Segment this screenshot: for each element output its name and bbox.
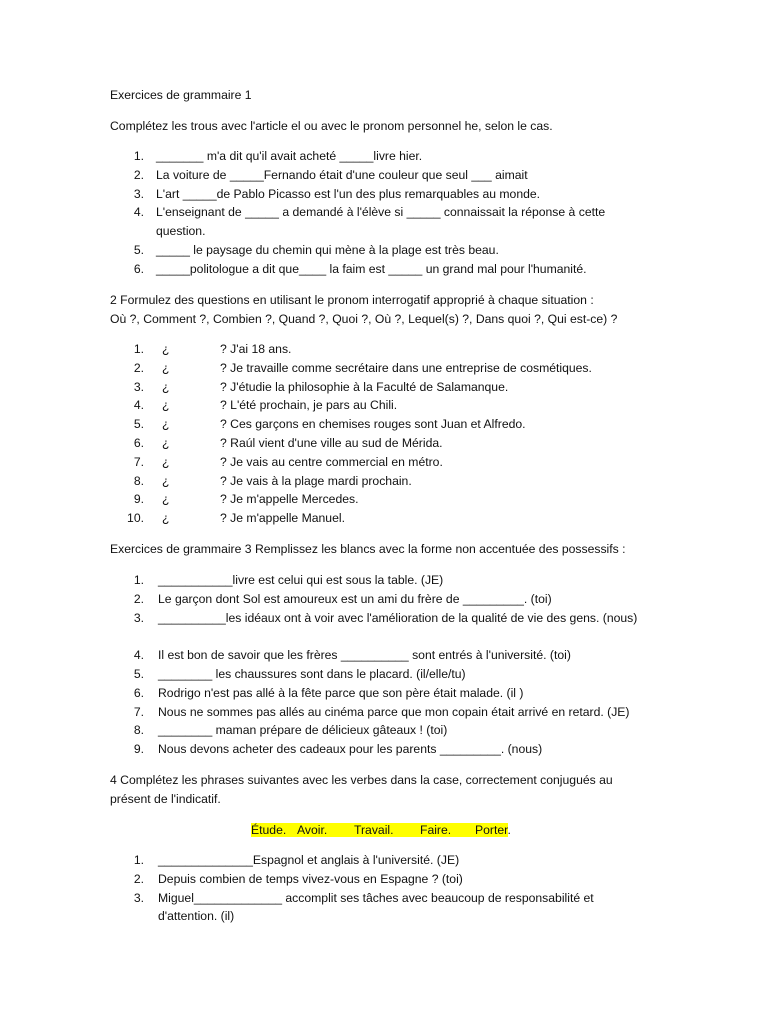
list-item: 8. ________ maman prépare de délicieux gâteaux ! (toi) <box>0 721 768 740</box>
exercise3-instruction: Exercices de grammaire 3 Remplissez les blancs avec la forme non accentuée des possessifs : <box>110 542 626 556</box>
exercise1-list <box>0 147 768 279</box>
verb-box <box>251 821 511 839</box>
list-item: 2. La voiture de _____Fernando était d'une couleur que seul ___ aimait <box>0 166 768 185</box>
exercise4-list <box>0 851 768 926</box>
exercise2-instruction-line2: Où ?, Comment ?, Combien ?, Quand ?, Quoi ?, Où ?, Lequel(s) ?, Dans quoi ?, Qui est-ce) ? <box>110 312 618 326</box>
item-text: ? Raúl vient d'une ville au sud de Mérida. <box>220 435 443 450</box>
list-item: 5. ________ les chaussures sont dans le placard. (il/elle/tu) <box>0 665 768 684</box>
item-text: La voiture de _____Fernando était d'une couleur que seul ___ aimait <box>156 167 528 182</box>
list-item: 3. ¿ ? J'étudie la philosophie à la Faculté de Salamanque. <box>0 378 768 397</box>
inverted-question-mark: ¿ <box>162 435 170 450</box>
list-item: 1. ___________livre est celui qui est sous la table. (JE) <box>0 571 768 590</box>
inverted-question-mark: ¿ <box>162 342 170 356</box>
item-text: ? Je travaille comme secrétaire dans une entreprise de cosmétiques. <box>220 360 592 375</box>
verb-highlight <box>251 823 508 837</box>
item-text: _____ le paysage du chemin qui mène à la plage est très beau. <box>156 242 499 257</box>
item-text: ? Je m'appelle Mercedes. <box>220 492 359 507</box>
inverted-question-mark: ¿ <box>162 398 170 413</box>
item-text: Le garçon dont Sol est amoureux est un ami du frère de _________. (toi) <box>158 591 552 606</box>
item-text: Nous ne sommes pas allés au cinéma parce que mon copain était arrivé en retard. (JE) <box>158 704 630 719</box>
list-item: 1. _______ m'a dit qu'il avait acheté _____livre hier. <box>0 147 768 166</box>
list-item: 4. L'enseignant de _____ a demandé à l'élève si _____ connaissait la réponse à cette question. <box>0 203 768 241</box>
list-item: 6. ¿ ? Raúl vient d'une ville au sud de Mérida. <box>0 434 768 453</box>
item-text: ________ maman prépare de délicieux gâteaux ! (toi) <box>158 723 448 738</box>
item-text: ________ les chaussures sont dans le placard. (il/elle/tu) <box>158 666 466 681</box>
item-text: Il est bon de savoir que les frères __________ sont entrés à l'université. (toi) <box>158 648 571 663</box>
list-item: 2. Le garçon dont Sol est amoureux est un ami du frère de _________. (toi) <box>0 590 768 609</box>
list-item: 2. ¿ ? Je travaille comme secrétaire dans une entreprise de cosmétiques. <box>0 359 768 378</box>
list-item: 6. Rodrigo n'est pas allé à la fête parce que son père était malade. (il ) <box>0 684 768 703</box>
item-text: ______________Espagnol et anglais à l'université. (JE) <box>158 853 460 867</box>
item-text: ? L'été prochain, je pars au Chili. <box>220 398 398 413</box>
list-item: 5. _____ le paysage du chemin qui mène à la plage est très beau. <box>0 241 768 260</box>
list-item: 9. ¿ ? Je m'appelle Mercedes. <box>0 490 768 509</box>
list-item: 1. ______________Espagnol et anglais à l'université. (JE) <box>0 851 768 870</box>
list-item: 7. Nous ne sommes pas allés au cinéma parce que mon copain était arrivé en retard. (JE) <box>0 703 768 722</box>
list-item: 8. ¿ ? Je vais à la plage mardi prochain. <box>0 472 768 491</box>
item-text: Nous devons acheter des cadeaux pour les parents _________. (nous) <box>158 742 543 757</box>
list-item: 3. L'art _____de Pablo Picasso est l'un des plus remarquables au monde. <box>0 185 768 204</box>
list-item: 9. Nous devons acheter des cadeaux pour les parents _________. (nous) <box>0 740 768 759</box>
item-text: _____politologue a dit que____ la faim est _____ un grand mal pour l'humanité. <box>156 261 587 276</box>
inverted-question-mark: ¿ <box>162 492 170 507</box>
list-item: 3. Miguel_____________ accomplit ses tâches avec beaucoup de responsabilité et d'attention. (il) <box>0 889 768 927</box>
inverted-question-mark: ¿ <box>162 360 170 375</box>
verb-box-period: . <box>507 823 511 837</box>
list-item: 4. Il est bon de savoir que les frères __________ sont entrés à l'université. (toi) <box>0 646 768 665</box>
list-item: 3. __________les idéaux ont à voir avec l'amélioration de la qualité de vie des gens. (nous) <box>0 609 768 647</box>
item-text: ? Je vais à la plage mardi prochain. <box>220 473 412 488</box>
item-text: ? J'étudie la philosophie à la Faculté de Salamanque. <box>220 379 509 394</box>
item-text: ? Je vais au centre commercial en métro. <box>220 454 443 469</box>
verb-word: Travail. <box>354 823 394 837</box>
list-item: 2. Depuis combien de temps vivez-vous en Espagne ? (toi) <box>0 870 768 889</box>
exercise2-instruction-line1: 2 Formulez des questions en utilisant le pronom interrogatif approprié à chaque situation : <box>110 293 594 307</box>
verb-word: Porter <box>475 823 508 837</box>
inverted-question-mark: ¿ <box>162 511 170 526</box>
exercise1-instruction: Complétez les trous avec l'article el ou avec le pronom personnel he, selon le cas. <box>110 119 553 133</box>
item-text: ? Ces garçons en chemises rouges sont Juan et Alfredo. <box>220 417 526 432</box>
item-text: __________les idéaux ont à voir avec l'amélioration de la qualité de vie des gens. (nous) <box>158 610 638 625</box>
item-text: ___________livre est celui qui est sous la table. (JE) <box>158 573 444 587</box>
document-title: Exercices de grammaire 1 <box>110 88 252 102</box>
inverted-question-mark: ¿ <box>162 473 170 488</box>
list-item: 6. _____politologue a dit que____ la faim est _____ un grand mal pour l'humanité. <box>0 260 768 279</box>
list-item: 7. ¿ ? Je vais au centre commercial en métro. <box>0 453 768 472</box>
verb-word: Étude. <box>251 823 287 837</box>
list-item: 10. ¿ ? Je m'appelle Manuel. <box>0 509 768 528</box>
exercise4-instruction-line2: présent de l'indicatif. <box>110 792 221 806</box>
inverted-question-mark: ¿ <box>162 454 170 469</box>
item-text: ? Je m'appelle Manuel. <box>220 511 345 526</box>
exercise3-list <box>0 571 768 759</box>
verb-word: Avoir. <box>297 823 328 837</box>
item-text: Depuis combien de temps vivez-vous en Espagne ? (toi) <box>158 871 463 886</box>
exercise2-list <box>0 340 768 528</box>
item-text: L'art _____de Pablo Picasso est l'un des plus remarquables au monde. <box>156 186 541 201</box>
item-text: Miguel_____________ accomplit ses tâches avec beaucoup de responsabilité et d'attention. (il) <box>158 890 594 924</box>
list-item: 5. ¿ ? Ces garçons en chemises rouges sont Juan et Alfredo. <box>0 415 768 434</box>
inverted-question-mark: ¿ <box>162 379 170 394</box>
exercise4-instruction-line1: 4 Complétez les phrases suivantes avec les verbes dans la case, correctement conjugués au <box>110 773 613 787</box>
item-text: Rodrigo n'est pas allé à la fête parce que son père était malade. (il ) <box>158 685 524 700</box>
item-text: ? J'ai 18 ans. <box>220 342 292 356</box>
list-item: 4. ¿ ? L'été prochain, je pars au Chili. <box>0 396 768 415</box>
inverted-question-mark: ¿ <box>162 417 170 432</box>
verb-word: Faire. <box>420 823 452 837</box>
item-text: _______ m'a dit qu'il avait acheté _____livre hier. <box>156 149 423 163</box>
list-item: 1. ¿ ? J'ai 18 ans. <box>0 340 768 359</box>
item-text: L'enseignant de _____ a demandé à l'élève si _____ connaissait la réponse à cette question. <box>156 205 606 239</box>
